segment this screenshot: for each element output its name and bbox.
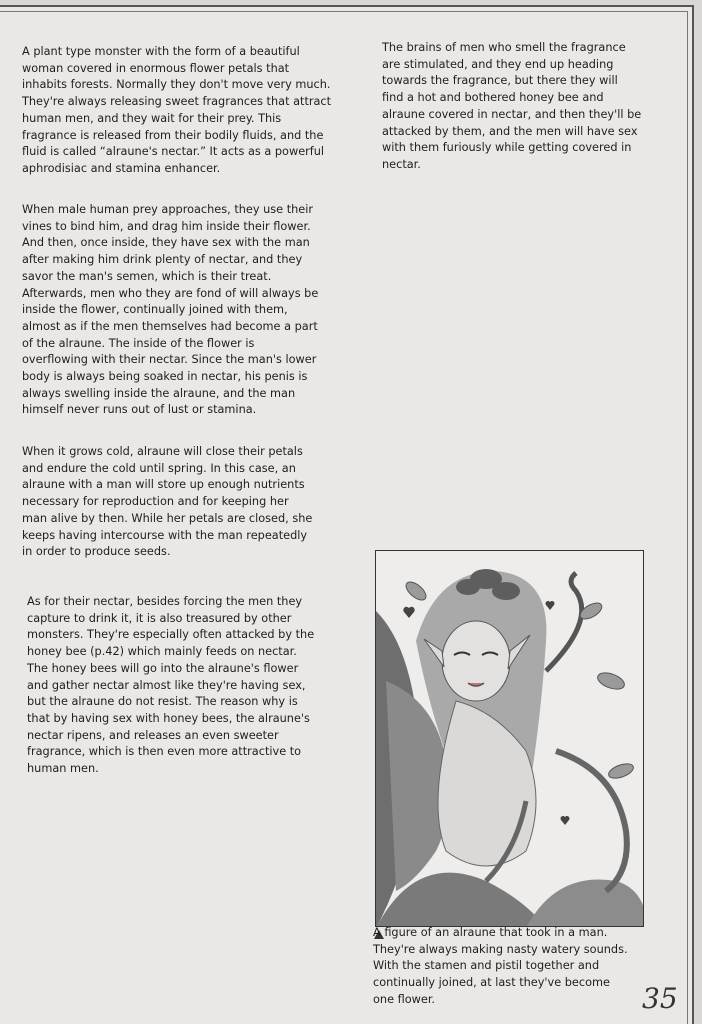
paragraph-winter: When it grows cold, alraune will close their petals and endure the cold until spring. In this case, an alraune with a man will store up enough nutrients necessary for reproduction and for keeping her man alive by then. While her petals are closed, she keeps having intercourse with the man repeatedly in order to produce seeds. bbox=[22, 445, 313, 559]
paragraph-nectar: As for their nectar, besides forcing the men they capture to drink it, it is also treasured by other monsters. They're especially often attacked by the honey bee (p.42) which mainly feeds on nectar. The honey bees will go into the alraune's flower and gather nectar almost like they're having sex, but the alraune do not resist. The reason why is that by having sex with honey bees, the alraune's nectar ripens, and releases an even sweeter fragrance, which is then even more attractive to human men. bbox=[27, 595, 315, 776]
alraune-illustration bbox=[375, 550, 644, 927]
paragraph-fragrance: The brains of men who smell the fragrance are stimulated, and they end up heading towards the fragrance, but there they will find a hot and bothered honey bee and alraune covered in nectar, and then they'll be attacked by them, and the men will have sex with them furiously while getting covered in nectar. bbox=[382, 41, 642, 171]
paragraph-capture: When male human prey approaches, they use their vines to bind him, and drag him inside their flower. And then, once inside, they have sex with the man after making him drink plenty of nectar, and they savor the man's semen, which is their treat. Afterwards, men who they are fond of will always be inside the flower, continually joined with them, almost as if the men themselves had become a part of the alraune. The inside of the flower is overflowing with their nectar. Since the man's lower body is always being soaked in nectar, his penis is always swelling inside the alraune, and the man himself never runs out of lust or stamina. bbox=[22, 203, 319, 417]
book-page bbox=[0, 5, 694, 1024]
page-number: 35 bbox=[642, 982, 678, 1015]
paragraph-intro: A plant type monster with the form of a beautiful woman covered in enormous flower petals that inhabits forests. Normally they don't move very much. They're always releasing sweet fragrances that attract human men, and they wait for their prey. This fragrance is released from their bodily fluids, and the fluid is called “alraune's nectar.” It acts as a powerful aphrodisiac and stamina enhancer. bbox=[22, 45, 332, 175]
figure-caption: A figure of an alraune that took in a man. They're always making nasty watery sounds. With the stamen and pistil together and continually joined, at last they've become one flower. bbox=[373, 926, 628, 1006]
